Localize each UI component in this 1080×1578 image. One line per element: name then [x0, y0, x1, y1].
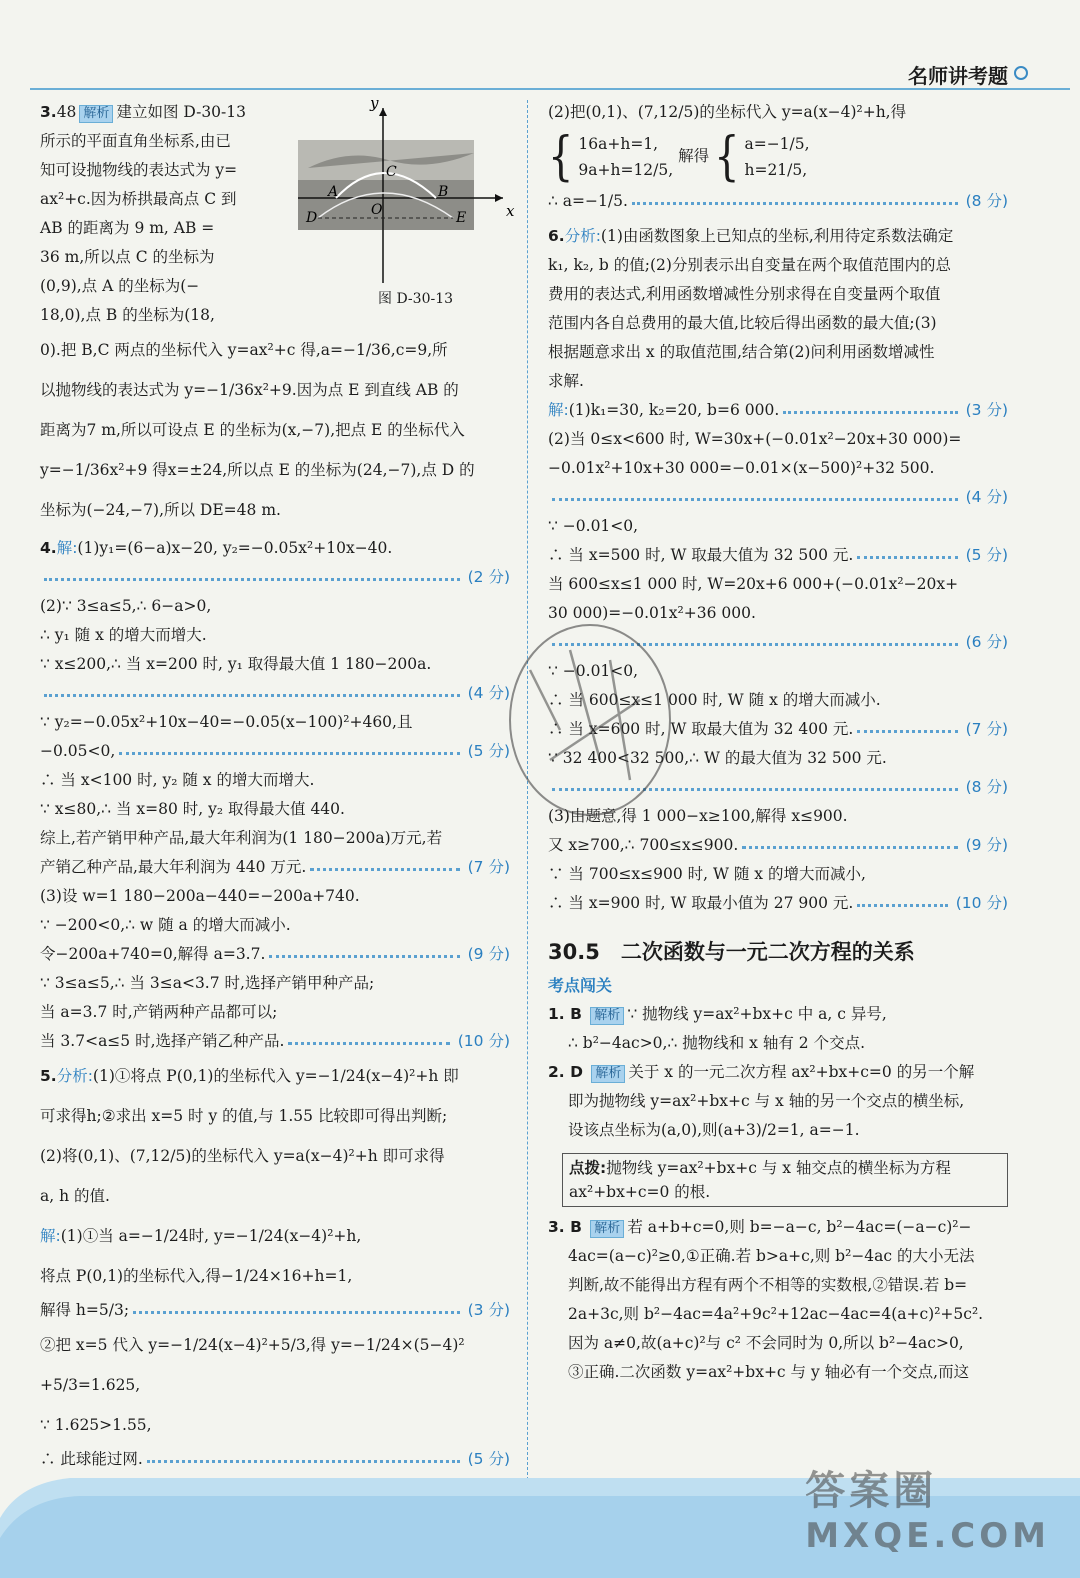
- answer-value: 48: [56, 103, 77, 121]
- watermark: [805, 1459, 1050, 1556]
- text-line: 综上,若产销甲种产品,最大年利润为(1 180−200a)万元,若: [40, 829, 443, 847]
- score-text: ∴ 此球能过网.: [40, 1450, 143, 1468]
- line-text: 关于 x 的一元二次方程 ax²+bx+c=0 的另一个解: [628, 1063, 975, 1081]
- choice-question-3: [548, 1213, 1008, 1387]
- dotted-leader: [552, 498, 958, 501]
- text-line: 将点 P(0,1)的坐标代入,得−1/24×16+h=1,: [40, 1267, 353, 1285]
- handwritten-stamp: [490, 610, 690, 830]
- score-value: (10 分): [457, 1032, 510, 1050]
- answer-choice: D: [564, 1063, 589, 1081]
- line-text: ③正确.二次函数 y=ax²+bx+c 与 y 轴必有一个交点,而这: [568, 1363, 970, 1381]
- score-line: [548, 889, 1008, 918]
- left-column: [40, 98, 515, 1474]
- bridge-figure: [298, 98, 528, 307]
- system-sol-1: a=−1/5,: [744, 135, 810, 153]
- header-rule: [30, 88, 1070, 90]
- text-line: (0,9),点 A 的坐标为(−: [40, 277, 200, 295]
- score-value: (2 分): [467, 568, 510, 586]
- question-head: [548, 222, 1008, 251]
- choice-question-1: [548, 1000, 1008, 1058]
- text-line: [548, 1213, 1008, 1242]
- analysis-keyword: 分析:: [56, 1067, 93, 1085]
- text-line: ∵ x≤80,∴ 当 x=80 时, y₂ 取得最大值 440.: [40, 800, 345, 818]
- axis-x-label: x: [506, 202, 515, 220]
- text-line: 30 000)=−0.01x²+36 000.: [548, 604, 756, 622]
- score-value: (5 分): [467, 742, 510, 760]
- text-line: +5/3=1.625,: [40, 1376, 141, 1394]
- solution-keyword: 解:: [56, 539, 78, 557]
- dotted-leader: [288, 1042, 449, 1045]
- text-line: ∵ 当 700≤x≤900 时, W 随 x 的增大而减小,: [548, 865, 866, 883]
- text-line: 范围内各自总费用的最大值,比较后得出函数的最大值;(3): [548, 314, 937, 332]
- score-value: (7 分): [965, 720, 1008, 738]
- score-value: (6 分): [965, 633, 1008, 651]
- text-line: 费用的表达式,利用函数增减性分别求得在自变量两个取值: [548, 285, 941, 303]
- text-line: [548, 1329, 1008, 1358]
- svg-text:B: B: [438, 184, 449, 200]
- dotted-leader: [269, 955, 459, 958]
- text-line: a, h 的值.: [40, 1187, 110, 1205]
- score-line: [40, 940, 510, 969]
- system-eq-1: 16a+h=1,: [578, 135, 659, 153]
- score-text: ∴ 当 x=900 时, W 取最小值为 27 900 元.: [548, 894, 854, 912]
- question-number: 3.: [548, 1218, 565, 1236]
- system-sol-2: h=21/5,: [744, 161, 808, 179]
- dotted-leader: [783, 411, 957, 414]
- text-line: [548, 1087, 1008, 1116]
- text-line: 求解.: [548, 372, 584, 390]
- text-line: ∴ y₁ 随 x 的增大而增大.: [40, 626, 207, 644]
- text-line: (2)∵ 3≤a≤5,∴ 6−a>0,: [40, 597, 212, 615]
- score-value: (9 分): [467, 945, 510, 963]
- score-value: (8 分): [965, 192, 1008, 210]
- system-solve-word: 解得: [678, 147, 710, 165]
- text-line: 距离为7 m,所以可设点 E 的坐标为(x,−7),把点 E 的坐标代入: [40, 421, 465, 439]
- score-text: ∴ 当 x=600 时, W 取最大值为 32 400 元.: [548, 720, 854, 738]
- text-line: 36 m,所以点 C 的坐标为: [40, 248, 215, 266]
- line-text: 建立如图 D-30-13: [116, 103, 247, 121]
- line-text: 4ac=(a−c)²≥0,①正确.若 b>a+c,则 b²−4ac 的大小无法: [568, 1247, 975, 1265]
- question-number: 6.: [548, 227, 565, 245]
- text-line: 坐标为(−24,−7),所以 DE=48 m.: [40, 501, 281, 519]
- line-text: ∴ b²−4ac>0,∴ 抛物线和 x 轴有 2 个交点.: [568, 1034, 865, 1052]
- text-line: [548, 1000, 1008, 1029]
- text-line: 当 a=3.7 时,产销两种产品都可以;: [40, 1003, 278, 1021]
- score-value: (5 分): [965, 546, 1008, 564]
- line-text: 判断,故不能得出方程有两个不相等的实数根,②错误.若 b=: [568, 1276, 968, 1294]
- tip-line-2: ax²+bx+c=0 的根.: [569, 1183, 711, 1201]
- text-line: [548, 1029, 1008, 1058]
- tip-line-1: 抛物线 y=ax²+bx+c 与 x 轴交点的横坐标为方程: [606, 1159, 951, 1177]
- text-line: [548, 1300, 1008, 1329]
- header-circle-icon: [1014, 66, 1028, 80]
- dotted-leader: [310, 868, 459, 871]
- score-text: 又 x≥700,∴ 700≤x≤900.: [548, 836, 739, 854]
- dotted-leader: [742, 846, 957, 849]
- line-text: 因为 a≠0,故(a+c)²与 c² 不会同时为 0,所以 b²−4ac>0,: [568, 1334, 964, 1352]
- choice-question-2: [548, 1058, 1008, 1145]
- text-line: [548, 1271, 1008, 1300]
- line-text: 即为抛物线 y=ax²+bx+c 与 x 轴的另一个交点的横坐标,: [568, 1092, 965, 1110]
- score-value: (4 分): [965, 488, 1008, 506]
- text-line: 知可设抛物线的表达式为 y=: [40, 161, 238, 179]
- score-text: 产销乙种产品,最大年利润为 440 万元.: [40, 858, 307, 876]
- svg-text:O: O: [371, 202, 383, 218]
- score-text: 解得 h=5/3;: [40, 1301, 130, 1319]
- score-value: (3 分): [467, 1301, 510, 1319]
- text-line: ax²+c.因为桥拱最高点 C 到: [40, 190, 237, 208]
- score-value: (8 分): [965, 778, 1008, 796]
- question-5-block: [40, 1056, 510, 1474]
- score-value: (5 分): [467, 1450, 510, 1468]
- figure-caption: 图 D-30-13: [378, 291, 454, 307]
- system-eq-2: 9a+h=12/5,: [578, 161, 674, 179]
- dotted-leader: [857, 730, 957, 733]
- answer-choice: B: [564, 1005, 588, 1023]
- text-line: k₁, k₂, b 的值;(2)分别表示出自变量在两个取值范围内的总: [548, 256, 951, 274]
- bridge-diagram: [298, 98, 528, 288]
- score-line: [548, 483, 1008, 512]
- text-line: ∴ 当 600≤x≤1 000 时, W 随 x 的增大而减小.: [548, 691, 881, 709]
- analysis-keyword: 解:: [40, 1227, 61, 1245]
- question-number: 5.: [40, 1067, 57, 1085]
- watermark-line-1: 答案圈: [805, 1468, 938, 1514]
- tip-box: [562, 1153, 1008, 1207]
- question-number: 2.: [548, 1063, 565, 1081]
- score-text: ∴ a=−1/5.: [548, 192, 628, 210]
- text-line: ∵ −0.01<0,: [548, 662, 639, 680]
- text-line: 以抛物线的表达式为 y=−1/36x²+9.因为点 E 到直线 AB 的: [40, 381, 459, 399]
- section-subtitle: 考点闯关: [548, 976, 613, 995]
- question-head: [40, 534, 510, 563]
- text-line: [548, 1116, 1008, 1145]
- text-line: AB 的距离为 9 m, AB =: [40, 219, 215, 237]
- svg-text:E: E: [456, 210, 467, 226]
- explain-tag: 解析: [79, 105, 113, 123]
- text-line: [548, 1242, 1008, 1271]
- text-line: ∵ −200<0,∴ w 随 a 的增大而减小.: [40, 916, 291, 934]
- text-line: ∵ x≤200,∴ 当 x=200 时, y₁ 取得最大值 1 180−200a.: [40, 655, 432, 673]
- text-line: ∵ 3≤a≤5,∴ 当 3≤a<3.7 时,选择产销甲种产品;: [40, 974, 375, 992]
- score-text: (1)k₁=30, k₂=20, b=6 000.: [568, 401, 780, 419]
- question-number: 4.: [40, 539, 57, 557]
- tip-label: 点拨:: [569, 1159, 607, 1177]
- watermark-line-2: MXQE.COM: [805, 1516, 1050, 1556]
- dotted-leader: [44, 578, 460, 581]
- explain-tag: 解析: [591, 1065, 625, 1083]
- dotted-leader: [857, 904, 947, 907]
- line-text: 设该点坐标为(a,0),则(a+3)/2=1, a=−1.: [568, 1121, 860, 1139]
- score-line: [40, 1296, 510, 1325]
- text-line: ∵ −0.01<0,: [548, 517, 639, 535]
- q5-continued: [548, 98, 1008, 127]
- line-text: (1)①当 a=−1/24时, y=−1/24(x−4)²+h,: [60, 1227, 362, 1245]
- line-text: 若 a+b+c=0,则 b=−a−c, b²−4ac=(−a−c)²−: [627, 1218, 972, 1236]
- text-line: (2)当 0≤x<600 时, W=30x+(−0.01x²−20x+30 000)=: [548, 430, 962, 448]
- dotted-leader: [119, 752, 459, 755]
- text-line: [548, 1058, 1008, 1087]
- dotted-leader: [44, 694, 460, 697]
- score-line: [548, 541, 1008, 570]
- score-line: [40, 563, 510, 592]
- score-value: (9 分): [965, 836, 1008, 854]
- score-line: [40, 1027, 510, 1056]
- text-line: (3)设 w=1 180−200a−440=−200a+740.: [40, 887, 360, 905]
- question-number: 3.: [40, 103, 57, 121]
- explain-tag: 解析: [590, 1007, 624, 1025]
- question-head: [40, 1216, 510, 1256]
- explain-tag: 解析: [590, 1220, 624, 1238]
- text-line: 根据题意求出 x 的取值范围,结合第(2)问利用函数增减性: [548, 343, 935, 361]
- score-line: [40, 679, 510, 708]
- text-line: 可求得h;②求出 x=5 时 y 的值,与 1.55 比较即可得出判断;: [40, 1107, 448, 1125]
- text-line: −0.01x²+10x+30 000=−0.01×(x−500)²+32 500.: [548, 459, 935, 477]
- line-text: (1)y₁=(6−a)x−20, y₂=−0.05x²+10x−40.: [77, 539, 393, 557]
- axis-y-label: y: [370, 98, 379, 112]
- dotted-leader: [857, 556, 957, 559]
- score-value: (7 分): [467, 858, 510, 876]
- analysis-keyword: 分析:: [564, 227, 601, 245]
- score-text: 当 3.7<a≤5 时,选择产销乙种产品.: [40, 1032, 285, 1050]
- svg-text:C: C: [386, 164, 397, 180]
- page-header-title: 名师讲考题: [908, 64, 1008, 88]
- line-text: ∵ 抛物线 y=ax²+bx+c 中 a, c 异号,: [627, 1005, 887, 1023]
- question-head: [40, 1056, 510, 1096]
- line-text: (1)①将点 P(0,1)的坐标代入 y=−1/24(x−4)²+h 即: [92, 1067, 459, 1085]
- text-line: (3)由题意,得 1 000−x≥100,解得 x≤900.: [548, 807, 848, 825]
- text-line: 18,0),点 B 的坐标为(18,: [40, 306, 215, 324]
- text-line: 当 600≤x≤1 000 时, W=20x+6 000+(−0.01x²−20x+: [548, 575, 959, 593]
- text-line: y=−1/36x²+9 得x=±24,所以点 E 的坐标为(24,−7),点 D 的: [40, 461, 475, 479]
- text-line: ∵ y₂=−0.05x²+10x−40=−0.05(x−100)²+460,且: [40, 713, 413, 731]
- svg-text:D: D: [306, 210, 318, 226]
- score-line: [40, 853, 510, 882]
- question-4-block: [40, 534, 510, 1056]
- dotted-leader: [133, 1311, 460, 1314]
- text-line: ∵ 32 400<32 500,∴ W 的最大值为 32 500 元.: [548, 749, 887, 767]
- score-line: [40, 737, 510, 766]
- text-line: ∴ 当 x<100 时, y₂ 随 x 的增大而增大.: [40, 771, 315, 789]
- score-text: −0.05<0,: [40, 742, 116, 760]
- text-line: 0).把 B,C 两点的坐标代入 y=ax²+c 得,a=−1/36,c=9,所: [40, 341, 448, 359]
- line-text: 2a+3c,则 b²−4ac=4a²+9c²+12ac−4ac=4(a+c)²+5c².: [568, 1305, 984, 1323]
- solution-keyword: 解:: [548, 401, 569, 419]
- text-line: (2)将(0,1)、(7,12/5)的坐标代入 y=a(x−4)²+h 即可求得: [40, 1147, 445, 1165]
- section-title: 30.5 二次函数与一元二次方程的关系: [548, 940, 915, 964]
- text-line: (2)把(0,1)、(7,12/5)的坐标代入 y=a(x−4)²+h,得: [548, 103, 907, 121]
- equation-system: { 16a+h=1, 9a+h=12/5, 解得 { a=−1/5, h=21/5,: [548, 127, 810, 187]
- score-value: (3 分): [965, 401, 1008, 419]
- score-line: [548, 831, 1008, 860]
- text-line: ②把 x=5 代入 y=−1/24(x−4)²+5/3,得 y=−1/24×(5−4)²: [40, 1336, 465, 1354]
- score-value: (4 分): [467, 684, 510, 702]
- line-text: (1)由函数图象上已知点的坐标,利用待定系数法确定: [600, 227, 954, 245]
- question-number: 1.: [548, 1005, 565, 1023]
- score-text: ∴ 当 x=500 时, W 取最大值为 32 500 元.: [548, 546, 854, 564]
- text-line: 所示的平面直角坐标系,由已: [40, 132, 231, 150]
- text-line: [548, 1358, 1008, 1387]
- answer-choice: B: [564, 1218, 588, 1236]
- score-line: [548, 396, 1008, 425]
- score-value: (10 分): [955, 894, 1008, 912]
- score-line: [548, 187, 1008, 216]
- svg-text:A: A: [328, 184, 339, 200]
- score-text: 令−200a+740=0,解得 a=3.7.: [40, 945, 266, 963]
- text-line: ∵ 1.625>1.55,: [40, 1416, 152, 1434]
